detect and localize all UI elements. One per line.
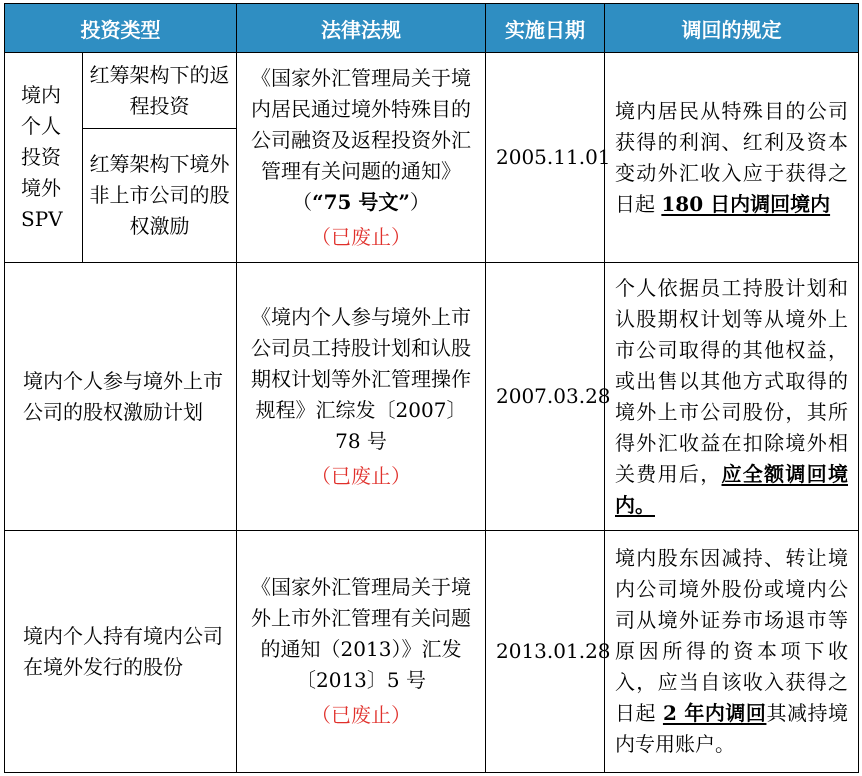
law-cell [237,531,486,773]
investment-type-cell: 境内个人投资境外SPV [5,53,83,263]
law-text: 《国家外汇管理局关于境外上市外汇管理有关问题的通知（2013）》汇发〔2013〕5 号 [251,575,471,692]
header-repatriation-rule: 调回的规定 [605,4,859,53]
investment-type-cell: 境内个人参与境外上市公司的股权激励计划 [5,263,237,531]
law-text: 《国家外汇管理局关于境内居民通过境外特殊目的公司融资及返程投资外汇管理有关问题的通知》（ [251,65,471,214]
rule-text: 境内股东因减持、转让境内公司境外股份或境内公司从境外证券市场退市等原因所得的资本项下收入，应当自该收入获得之日起 [615,546,848,725]
law-cell [237,263,486,531]
status-abolished: （已废止） [311,463,411,488]
rule-highlight: 2 年内调回 [662,701,767,725]
investment-type-cell: 境内个人持有境内公司在境外发行的股份 [5,531,237,773]
rule-cell [605,531,859,773]
law-short-name: “75 号文” [312,189,410,214]
date-cell: 2005.11.01 [486,53,605,263]
header-law: 法律法规 [237,4,486,53]
regulation-table [4,3,859,773]
investment-subtype-cell: 红筹架构下的返程投资 [83,53,237,129]
rule-text-end: 其减持境内专用账户。 [615,701,849,756]
table-row [5,531,859,773]
rule-cell [605,53,859,263]
date-cell: 2007.03.28 [486,263,605,531]
date-cell: 2013.01.28 [486,531,605,773]
status-abolished: （已废止） [311,703,411,727]
investment-subtype-cell: 红筹架构下境外非上市公司的股权激励 [83,129,237,263]
header-row [5,4,859,53]
rule-text: 个人依据员工持股计划和认股期权计划等从境外上市公司取得的其他权益，或出售以其他方式取得的境外上市公司股份，其所得外汇收益在扣除境外相关费用后， [615,275,848,486]
status-abolished: （已废止） [311,224,411,249]
header-date: 实施日期 [486,4,605,53]
rule-highlight: 应全额调回境内。 [615,461,848,517]
law-text-end: ） [409,189,430,214]
law-text: 《境内个人参与境外上市公司员工持股计划和认股期权计划等外汇管理操作规程》汇综发〔2007〕78 号 [251,304,471,453]
rule-cell [605,263,859,531]
table-row [5,263,859,531]
rule-highlight: 180 日内调回境内 [661,191,831,216]
rule-text: 境内居民从特殊目的公司获得的利润、红利及资本变动外汇收入应于获得之日起 [615,98,848,216]
header-investment-type: 投资类型 [5,4,237,53]
table-row [5,53,859,129]
law-cell [237,53,486,263]
